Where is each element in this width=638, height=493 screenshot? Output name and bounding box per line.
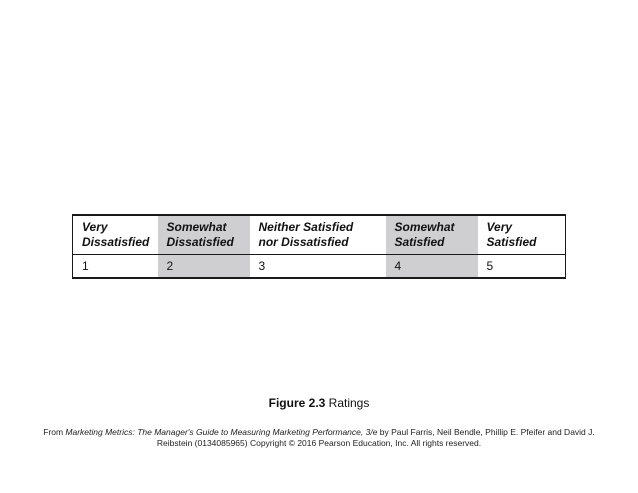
value-cell-4: 4	[386, 255, 478, 279]
figure-label: Figure 2.3	[268, 396, 326, 410]
header-somewhat-satisfied: Somewhat Satisfied	[386, 215, 478, 255]
header-very-dissatisfied: Very Dissatisfied	[73, 215, 158, 255]
value-cell-3: 3	[258, 259, 266, 273]
table-row	[73, 255, 566, 279]
source-copyright: Reibstein (0134085965) Copyright © 2016 Pearson Education, Inc. All rights reserved.	[156, 438, 482, 448]
table-header-row	[73, 215, 566, 255]
header-neither: Neither Satisfied nor Dissatisfied	[250, 215, 386, 255]
source-authors: by Paul Farris, Neil Bendle, Phillip E. Pfeifer and David J.	[377, 427, 595, 437]
value-cell-2: 2	[158, 255, 250, 279]
header-very-satisfied: Very Satisfied	[478, 215, 566, 255]
source-prefix: From	[43, 427, 66, 437]
header-somewhat-dissatisfied: Somewhat Dissatisfied	[158, 215, 250, 255]
figure-caption	[0, 396, 638, 410]
value-cell-5: 5	[486, 259, 494, 273]
rating-scale-table	[72, 214, 566, 279]
value-cell-1: 1	[82, 259, 89, 273]
source-citation	[40, 427, 598, 449]
figure-caption-text: Ratings	[328, 396, 370, 410]
book-title: Marketing Metrics: The Manager's Guide to Measuring Marketing Performance, 3/e	[65, 427, 378, 437]
